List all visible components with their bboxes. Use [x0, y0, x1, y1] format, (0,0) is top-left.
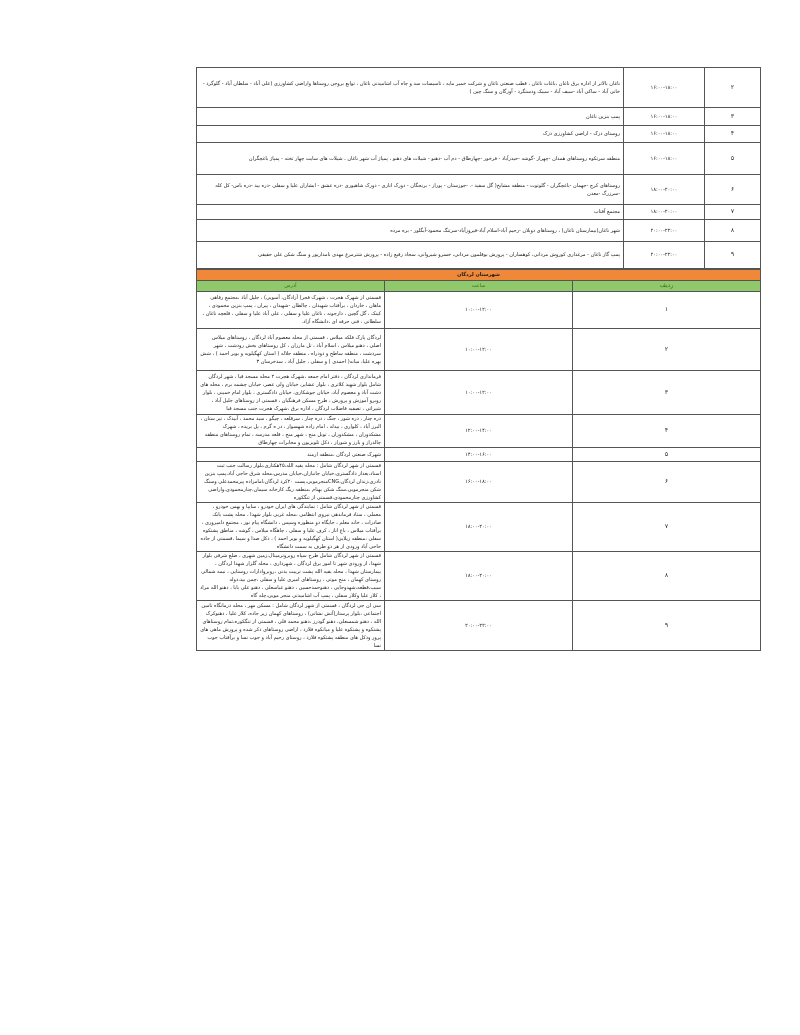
address-cell: لردگان پارک فلکه میلاس ، قسمتی از محله معصوم آباد لردگان ، روستاهای میلاس اصلی ، دهنو میلاس ، اسلام آباد ، تل مارزان ، کل روستاهای بخش رودشت ، شهر سردشت ، منطقه ساطح و دودراه ، منطقه جلاله ( استان کهگیلویه و بویر احمد ) ، شش بهره علیا، میانه( احمدی ) و سفلی ، جلیل آباد ، سدخرسان ۳	[197, 329, 385, 371]
header-row	[197, 281, 761, 292]
time-cell: ۱۸:۰۰-۲۰:۰۰	[385, 552, 573, 601]
header-address: آدرس	[197, 281, 385, 292]
table-row	[197, 143, 761, 175]
address-cell: پمپ گاز ناغان - مرغداری کوروش مردانی، کوهساران - پرورش بوقلمون مردانی، خسرو شیروانی، سجاد رفیع زاده - پرورش شترمرغ مهدی نامدارپور و سنگ شکن علی حقیقی	[197, 242, 624, 269]
time-cell: ۱۲:۰۰-۱۴:۰۰	[385, 415, 573, 448]
address-cell: قسمتی از شهر لردگان شامل : محله بقیه الله،۴۵هکتاری،بلوار رسالت جنب ثبت اسناد،بعداز دادگستری،خیابان جانبازان،خیابان مدرس،محله شرق حاجی آباد،پمپ بنزین نادری،زندان لردگان،CNGمنجرمویی،پست ۲۰کرد لردگان،امامزاده پیرمحمدعلی وسنگ شکن منجرمویی،سنگ شکن بهنام ،منطقه ریگ کارخانه سیمان،چنارمحمودی،واراضی کشاورزی چنارمحمودی،قسمتی از تنگکوره	[197, 462, 385, 503]
table-row	[197, 220, 761, 242]
row-number-cell: ۱	[573, 292, 761, 329]
table-row	[197, 462, 761, 503]
row-number-cell: ۴	[573, 415, 761, 448]
time-cell: ۱۸:۰۰-۲۰:۰۰	[624, 175, 705, 205]
address-cell: شهرک صنعتی لردگان ،منطقه ارمند	[197, 448, 385, 462]
time-cell: ۱۰:۰۰-۱۲:۰۰	[385, 292, 573, 329]
row-number-cell: ۸	[705, 220, 761, 242]
row-number-cell: ۷	[573, 503, 761, 552]
row-number-cell: ۶	[573, 462, 761, 503]
time-cell: ۲۰:۰۰-۲۲:۰۰	[385, 601, 573, 651]
time-cell: ۲۰:۰۰-۲۲:۰۰	[624, 220, 705, 242]
schedule-table-naghan	[196, 67, 761, 269]
table-row	[197, 126, 761, 143]
time-cell: ۱۸:۰۰-۲۰:۰۰	[624, 205, 705, 220]
address-cell: مجتمع آفتاب	[197, 205, 624, 220]
row-number-cell: ۹	[573, 601, 761, 651]
table-row	[197, 448, 761, 462]
table-row	[197, 503, 761, 552]
time-cell: ۱۴:۰۰-۱۶:۰۰	[385, 448, 573, 462]
header-row-number: ردیف	[573, 281, 761, 292]
address-cell: روستای دزک - اراضی کشاورزی دزک	[197, 126, 624, 143]
address-cell: روستاهای کرچ -جهمان -باغچگران - گلوتوت - منطقه مشایخ( گل سفید -. -جوزستان - پوراز - برنجگان - دورک اناری - دورک شاهیوری -دره عشق - ابشاران علیا و سفلی -دره بید -دره باس- کل کله -سرزرگ -معدن	[197, 175, 624, 205]
row-number-cell: ۵	[573, 448, 761, 462]
schedule-table-lordegan	[196, 269, 761, 651]
section-title-row	[197, 270, 761, 281]
table-row	[197, 175, 761, 205]
table-row	[197, 242, 761, 269]
table-row	[197, 205, 761, 220]
address-cell: ناغان بالاتر از اداره برق ناغان ،باغات ناغان ، قطب صنعتی ناغان و شرکت خمیر مایه ، تاسیسات سد و چاه آب اشامیدنی ناغان ، توابع بروجن روستاها واراضی کشاورزی (علی آباد - سلطان آباد - گلوگرد - خانی آباد - ساکی آباد -سیف آباد - سیبک ودستگرد - آورگان و سنگ چین )	[197, 68, 624, 108]
table-row	[197, 371, 761, 415]
time-cell: ۱۶:۰۰-۱۸:۰۰	[624, 126, 705, 143]
address-cell: قسمتی از شهرک هجرت ، شهرک فجر( آزادگان، آسویی) ، جلیل آباد ،مجتمع رفاهی ماهان ، خاردان ، برآفتاب شهیدان ، چالطان -شهیدان ، پیران ، پمپ بنزین محمودی ، کینک ، گل گچین ، دارجونه ، ناغان علیا و سفلی ، علی آباد علیا و سفلی ، قلعچه ناغان ، سلطانی ، فنی حرفه ای ،دانشگاه آزاد.	[197, 292, 385, 329]
time-cell: ۱۰:۰۰-۱۲:۰۰	[385, 371, 573, 415]
row-number-cell: ۲	[705, 68, 761, 108]
time-cell: ۱۸:۰۰-۲۰:۰۰	[385, 503, 573, 552]
blank-page-area	[0, 700, 800, 1035]
time-cell: ۱۶:۰۰-۱۸:۰۰	[624, 68, 705, 108]
address-cell: منطقه سرتکوه روستاهای همدان -چهراز -گوشه -حیدرآباد - فرخور -چهارطاق - دم آب -دهنو - شیلات های دهنو ، پمپاژ آب شهر ناغان ، شیلات های سایت چهار تخته - پمپاژ باغچگران	[197, 143, 624, 175]
address-cell: سی ان جی لردگان ، قسمتی از شهر لردگان شامل : مسکن مهر ، محله درمانگاه تامین اجتماعی ،بلوار پرستار(آتش نشانی) ، روستاهای کهمان زیر جاده، کلار علیا ، دهنوکرک الله ، دهنو شمسعلی، دهنو گودرز ،دهنو محمد قلی ، قسمتی از تنگکوره،تمام روستاهای پشتکوه و پشتکوه علیا و میانکوه فلارد ، اراضی روستاهای ذکر شده و پرورش ماهی های پرور ودکل های منطقه پشتکوه فلارد ، روستای رحیم آباد و جوب نسا و برآفتاب جوب نسا	[197, 601, 385, 651]
schedule-table-naghan-body	[197, 68, 761, 269]
time-cell: ۱۶:۰۰-۱۸:۰۰	[624, 143, 705, 175]
table-row	[197, 329, 761, 371]
row-number-cell: ۳	[573, 371, 761, 415]
header-time: ساعت	[385, 281, 573, 292]
row-number-cell: ۳	[705, 108, 761, 126]
table-row	[197, 601, 761, 651]
row-number-cell: ۶	[705, 175, 761, 205]
address-cell: دره چنار ، دره شور ، جنگ ، دره چنار ، سرقلعه ، چیگو ، سید محمد ، آبیدک ، تیر ستان ، البرز آباد ، کلواری ، بیدله ، امام زاده شهسوار ، در ه گرم ، پل بریده ، شهرک مشکدوران ، مشکدوران ، تونل منج ، شهر منج ، قلعه مدرسه ، تمام روستاهای منطقه چالدراز و بارز و شوراز ، دکل تلویزیون و مخابرات چهارطاق	[197, 415, 385, 448]
table-row	[197, 108, 761, 126]
address-cell: قسمتی از شهر لردگان شامل طرح سپاه روبروترمینال،زمین شهری ، ضلع شرقی بلوار شهدا، از ورودی شهر تا امور برق لردگان ، شهرداری ، محله گلزار شهدا لردگان ، بیمارستان شهدا ، محله بقیه الله پشت تربیت بدنی ،روبروادارات روستایی ، نیمه شمالی روستای کهمان ، منج موتی ، روستاهای امیری علیا و سفلی ،چمن بید،دوله سیب،قطعه،شهدوجایی ، دهنوحمدحسین ، دهنو عباسعلی ، دهنو علی بابا ، دهنو الله مراد ، کلار علیا وکلار سفلی ، پمپ آب اشامیدنی منجر مویی،چله گاه	[197, 552, 385, 601]
row-number-cell: ۹	[705, 242, 761, 269]
time-cell: ۱۶:۰۰-۱۸:۰۰	[385, 462, 573, 503]
time-cell: ۲۰:۰۰-۲۲:۰۰	[624, 242, 705, 269]
table-row	[197, 552, 761, 601]
row-number-cell: ۵	[705, 143, 761, 175]
time-cell: ۱۶:۰۰-۱۸:۰۰	[624, 108, 705, 126]
section-title: شهرستان لردگان	[197, 270, 761, 281]
table-row	[197, 415, 761, 448]
row-number-cell: ۲	[573, 329, 761, 371]
address-cell: قسمتی از شهر لردگان شامل : نمایندگی های ایران خودرو ، سایپا و بهمن خودرو ، معملی ، ستاد فرماندهی نیروی انتظامی ،محله غربی بلوار شهدا ، محله پشت بانک صادرات ، خانه معلم ، جایگاه دو منظوره وسپس ، دانشگاه پیام نور ، مجتمع دامپروری ، برآفتاب میلاس ، باغ اناز ، کرف علیا و سفلی ، چاهگاه میلاس ، گوشه ، مناطق پشتکوه سفلی ،منطقه زیلایی( استان کهگیلویه و بویر احمد ) ، دکل صدا و سیما ،قسمتی از جاده حاجی آباد ورودی از هر دو طرف به سمت دانشگاه	[197, 503, 385, 552]
row-number-cell: ۷	[705, 205, 761, 220]
row-number-cell: ۴	[705, 126, 761, 143]
time-cell: ۱۰:۰۰-۱۲:۰۰	[385, 329, 573, 371]
address-cell: فرمانداری لردگان ، دفتر امام جمعه ،شهرک هجرت ۲ محله مسجد قبا ، شهر لردگان شامل بلوار شهید کلاتری ، بلوار عشایر، خیابان ولی عصر، خیابان چشمه برم ، محله های دشت آباد و معصوم آباد، خیابان جوشکاری، خیابان دادگستری ، بلوار امام خمینی ، بلوار روبرو آموزش و پرورش ، طرح مسکن فرهنگیان ، قسمتی از روستاهای جلیل آباد ، شیراتی ، تصفیه فاضلاب لردگان ، اداره برق ،شهرک هجرت جنب مسجد قبا	[197, 371, 385, 415]
address-cell: پمپ بنزین ناغان	[197, 108, 624, 126]
table-row	[197, 292, 761, 329]
row-number-cell: ۸	[573, 552, 761, 601]
table-row	[197, 68, 761, 108]
address-cell: شهر ناغان(بیمارستان ناغان) ، روستاهای دوبلان -رحیم آباد-اسلام آباد-فیروزآباد-سرتنگ محمود-آبگلور - بره مرده	[197, 220, 624, 242]
schedule-table-lordegan-body	[197, 270, 761, 651]
outage-schedule-sheet	[196, 67, 761, 651]
